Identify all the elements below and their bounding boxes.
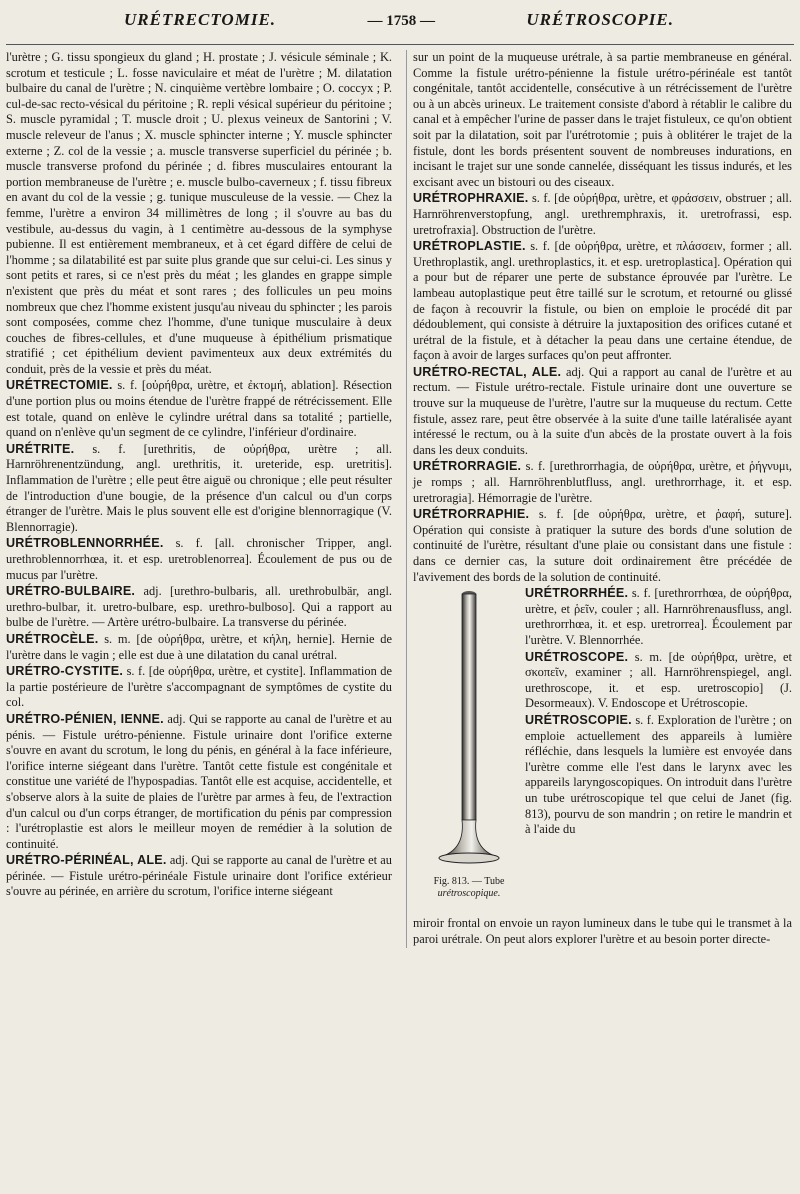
right-column <box>406 50 792 948</box>
figure-caption-text: urétroscopique. <box>437 888 501 900</box>
page-header <box>6 10 794 44</box>
entry-uretroscope <box>525 650 792 712</box>
entry-uretrophraxie <box>413 191 792 238</box>
headword: URÉTROBLENNORRHÉE. <box>6 536 164 551</box>
urethroscope-tube-illustration <box>413 586 519 876</box>
headword: URÉTRO-CYSTITE. <box>6 664 124 679</box>
definition: s. f. [de οὐρήθρα, urètre, et ῥαφή, suture]. Opération qui consiste à pratiquer la suture des bords d'une solution de continuité de l'urètre, résultant d'une plaie ou consistant dans une fistule : dans ce dernier cas, la suture doit ordinairement être précédée de l'avivement des bords de la solution de continuité. <box>413 507 792 584</box>
definition: s. f. [de οὐρήθρα, urètre, et φράσσειν, obstruer ; all. Harnröhrenverstopfung, angl. urethremphraxis, it. uretrofrassi, esp. uretrofraxia]. Obstruction de l'urètre. <box>413 191 792 237</box>
left-column <box>6 50 392 948</box>
entry-uretrorrhee <box>525 586 792 648</box>
definition: adj. Qui se rapporte au canal de l'urètre et au pénis. — Fistule urétro-pénienne. Fistule urinaire dont l'orifice externe s'ouvre en avant du scrotum, le long du pénis, en général à la face inférieure, l'orifice interne siégeant dans l'urètre. Tantôt cette fistule est congénitale et constitue une variété de l'hypospadias. Tantôt elle est acquise, accidentelle, et s'observe alors à la suite de plaies de l'urètre par armes à feu, de l'extraction d'un calcul ou d'un corps étranger, de mortification du pénis par compression : l'urétroplastie est alors le meilleur moyen de remédier à la solution de continuité. <box>6 711 392 851</box>
definition: s. f. [de οὐρήθρα, urètre, et cystite]. Inflammation de la partie postérieure de l'urètre s'accompagnant de symptômes de cystite du col. <box>6 664 392 710</box>
definition: adj. Qui se rapporte au canal de l'urètre et au périnée. — Fistule urétro-périnéale Fistule urinaire dont l'orifice extérieur s'ouvre au périnée, en arrière du scrotum, l'orifice interne siégeant <box>6 853 392 899</box>
entry-uretro-cystite <box>6 664 392 711</box>
headword: URÉTRECTOMIE. <box>6 378 113 393</box>
definition: adj. Qui a rapport au canal de l'urètre et au rectum. — Fistule urétro-rectale. Fistule urinaire dont une ouverture se trouve sur la muqueuse de l'urètre, l'autre sur la muqueuse du rectum. Cette fistule, assez rare, peut être observée à la suite d'une taille latéralisée ayant intéressé le rectum, ou à la suite d'un abcès de la prostate ouvert à la fois dans les deux conduits. <box>413 364 792 457</box>
header-right-term: URÉTROSCOPIE. <box>526 10 674 29</box>
headword: URÉTROCÈLE. <box>6 631 99 646</box>
entry-uretroscopie <box>525 713 792 838</box>
entry-uretroblennorrhee <box>6 536 392 583</box>
text-columns <box>6 50 794 948</box>
headword: URÉTRO-PÉRINÉAL, ALE. <box>6 853 167 868</box>
text-beside-figure <box>519 586 792 916</box>
definition: s. f. [urethrorrhœa, de οὐρήθρα, urètre, et ῥεῖν, couler ; all. Harnröhrenausfluss, angl. urethrorrhœa, it. et esp. uretrorrea]. Écoulement par l'urètre. V. Blennorrhée. <box>525 586 792 647</box>
definition: s. f. [all. chronischer Tripper, angl. urethroblennorrhœa, it. et esp. uretroblenorrea]. Écoulement de pus ou de mucus par l'urètre. <box>6 536 393 582</box>
entry-uretro-penien <box>6 712 392 852</box>
headword: URÉTROSCOPIE. <box>525 712 632 727</box>
continued-paragraph: l'urètre ; G. tissu spongieux du gland ; H. prostate ; J. vésicule séminale ; K. scrotum et testicule ; L. fosse naviculaire et méat de l'urètre ; M. dilatation bulbaire du canal de l'urètre ; N. cinquième vertèbre lombaire ; O. coccyx ; P. cul-de-sac recto-vésical du péritoine ; R. repli vésical supérieur du péritoine ; S. muscle pyramidal ; T. muscle droit ; U. plexus veineux de Santorini ; V. muscle releveur de l'anus ; X. muscle sphincter interne ; Y. muscle sphincter externe ; Z. col de la vessie ; a. muscle transverse superficiel du périnée ; b. muscle transverse profond du périnée ; d. fibres musculaires entourant la portion membraneuse de l'urètre ; e. muscle bulbo-caverneux ; f. tissu fibreux en avant du col de la vessie ; g. tunique musculeuse de la vessie. — Chez la femme, l'urètre a environ 34 millimètres de long ; il s'ouvre au bas du vestibule, au-dessus du vagin, à 1 centimètre au-dessous de la symphyse pubienne. Il est entièrement membraneux, et à cet égard diffère de celui de l'homme ; sa dilatabilité est par suite plus grande que sur celui-ci. Les sinus y sont petits et rares, si ce n'est près du méat ; les glandes en grappe simple n'existent que près du méat et sont rares ; des follicules un peu moins nombreux que chez l'homme existent jusqu'au niveau du sphincter ; les parois sont composées, comme chez l'homme, d'une tunique musculaire à deux couches de fibres-cellules, et d'une muqueuse à épithélium prismatique stratifié ; cet épithélium devient pavimenteux aux deux extrémités du conduit, près de la vessie et près du méat. <box>6 50 392 376</box>
definition: s. f. Exploration de l'urètre ; on emploie actuellement des appareils à lumière réfléchie, dans lesquels la lumière est envoyée dans l'urètre comme elle l'est dans le larynx avec les appareils laryngoscopiques. On introduit dans l'urètre un tube urétroscopique tel que celui de Janet (fig. 813), pourvu de son mandrin ; on retire le mandrin et à l'aide du <box>525 712 792 837</box>
header-rule <box>6 44 794 45</box>
headword: URÉTROPLASTIE. <box>413 239 526 254</box>
figure-row <box>413 586 792 916</box>
continued-paragraph: sur un point de la muqueuse urétrale, à sa partie membraneuse en général. Comme la fistule urétro-pénienne la fistule urétro-périnéale est tantôt congénitale, tantôt accidentelle, consécutive à un rétrécissement de l'urètre ou à un abcès urineux. Le traitement consiste d'abord à rétablir le calibre du canal et à empêcher l'urine de passer dans le trajet fistuleux, ce qu'on obtient soit par la dilatation, soit par l'urétrotomie ; puis à oblitérer le trajet de la fistule, dont les bords présentent souvent de nombreuses indurations, en incisant le trajet sur une sonde cannelée, disséquant les tissus indurés, et les excisant avec un bistouri ou des ciseaux. <box>413 50 792 189</box>
page-number: — 1758 — <box>367 13 435 29</box>
continued-text: miroir frontal on envoie un rayon lumineux dans le tube qui le transmet à la paroi urétrale. On peut alors explorer l'urètre et au besoin porter directe- <box>413 916 792 946</box>
headword: URÉTROSCOPE. <box>525 649 629 664</box>
headword: URÉTROPHRAXIE. <box>413 191 529 206</box>
figure-caption-number: Fig. 813. — Tube <box>433 876 505 888</box>
definition: s. m. [de οὐρήθρα, urètre, et σκοπεῖν, examiner ; all. Harnröhrenspiegel, angl. urethroscope, it. et esp. uretroscopio] (J. Desormeaux). V. Endoscope et Urétroscopie. <box>525 649 792 711</box>
definition: s. f. [urethrorrhagia, de οὐρήθρα, urètre, et ῥήγνυμι, je romps ; all. Harnröhrenblutfluss, angl. urethrorrhage, it. et esp. uretroragia]. Hémorragie de l'urètre. <box>413 459 792 505</box>
entry-uretrorraphie <box>413 507 792 585</box>
figure-caption <box>417 876 521 900</box>
definition: s. f. [οὐρήθρα, urètre, et ἐκτομή, ablation]. Résection d'une portion plus ou moins étendue de l'urètre frappé de rétrécissement. Elle est totale, quand on enlève le cylindre urétral dans sa totalité ; partielle, quand on n'enlève qu'un segment de ce cylindre, l'inférieur d'ordinaire. <box>6 378 392 440</box>
entry-uretrorragie <box>413 459 792 506</box>
headword: URÉTRO-BULBAIRE. <box>6 584 136 599</box>
entry-uretrectomie <box>6 378 392 440</box>
definition: s. f. [urethritis, de οὐρήθρα, urètre ; all. Harnröhrenentzündung, angl. urethritis, it. ureteride, esp. uretritis]. Inflammation de l'urètre ; elle peut être aiguë ou chronique ; elle peut résulter de l'introduction d'une bougie, de la présence d'un calcul ou d'un corps étranger de l'urètre. Mais le plus souvent elle est d'origine blennorragique (V. Blennorragie). <box>6 441 392 534</box>
entry-uretrocele <box>6 632 392 663</box>
headword: URÉTRORRHÉE. <box>525 586 629 601</box>
entry-uretro-perineal <box>6 853 392 900</box>
headword: URÉTRO-PÉNIEN, IENNE. <box>6 711 164 726</box>
definition: s. m. [de οὐρήθρα, urètre, et κήλη, hernie]. Hernie de l'urètre dans le vagin ; elle est due à une dilatation du canal urétral. <box>6 631 392 662</box>
entry-uretroplastie <box>413 239 792 364</box>
entry-uretro-bulbaire <box>6 584 392 631</box>
headword: URÉTRORRAPHIE. <box>413 507 530 522</box>
definition: adj. [urethro-bulbaris, all. urethrobulbär, angl. urethro-bulbar, it. uretro-bulbare, esp. urethro-bulboso]. Qui a rapport au bulbe de l'urètre. — Artère urétro-bulbaire. La transverse du périnée. <box>6 584 392 630</box>
figure-813 <box>413 586 519 916</box>
headword: URÉTRORRAGIE. <box>413 459 522 474</box>
entry-uretro-rectal <box>413 365 792 459</box>
entry-uretrite <box>6 442 392 536</box>
headword: URÉTRITE. <box>6 441 75 456</box>
header-left-term: URÉTRECTOMIE. <box>124 10 277 29</box>
headword: URÉTRO-RECTAL, ALE. <box>413 364 562 379</box>
definition: s. f. [de οὐρήθρα, urètre, et πλάσσειν, former ; all. Urethroplastik, angl. urethroplastics, it. et esp. uretroplastica]. Opération qui a pour but de réparer une perte de substance éprouvée par l'urètre. Le lambeau autoplastique peut être taillé sur le scrotum, et retourné ou glissé de façon à recouvrir la fistule, ou bien on emploie le procédé dit par dédoublement, qui consiste à détruire la juxtaposition des orifices cutané et urétral de la fistule, et à détacher la peau dans une certaine étendue, de façon à avoir de larges surfaces qu'on peut affronter. <box>413 239 792 363</box>
